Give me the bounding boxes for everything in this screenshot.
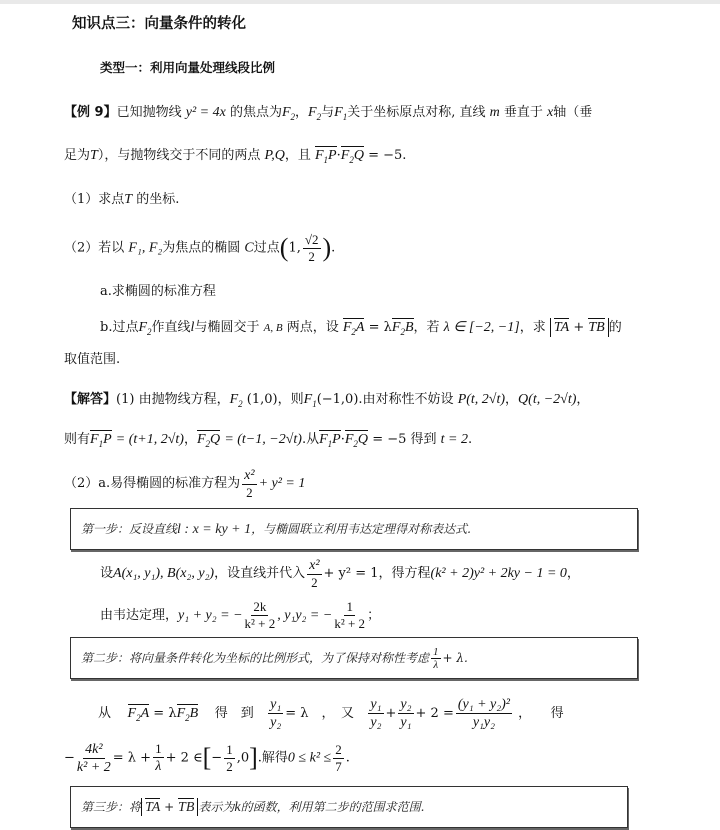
question-2b-cont: 取值范围. (64, 352, 121, 367)
step-2-text: 第二步：将向量条件转化为坐标的比例形式，为了保持对称性考虑 $\frac{1}{\lambda}$ + λ. (81, 646, 468, 671)
step-3-text: 第三步：将 TA + TB 表示为k的函数，利用第二步的范围求范围. (81, 800, 425, 815)
example-line-2: 足为T），与抛物线交于不同的两点 P,Q，且 $F_1P\cdot F_2Q = -5$. (64, 146, 406, 168)
example-line-1: 【例 9】已知抛物线 y² = 4x 的焦点为$F_2$，$F_2$与$F_1$关于坐标原点对称, 直线 m 垂直于 x轴（垂 (64, 105, 593, 122)
question-2b: b.过点$F_2$作直线l与椭圆交于 A, B 两点，设 $F_2A = \lambda F_2B$，若 λ ∈ [−2, −1]，求 TA + TB 的 (100, 318, 622, 342)
ratio-line: 从 $F_2A = \lambda F_2B$ 得 到 $\frac{\text{y₁}}{\text{y₂}}$ = λ ， 又 $\frac{\text{y₁}}{\text{y₂}}$ + $\frac{\text{y₂}}{\text{y₁}}$ + 2 = $\frac{\text{(y₁ + y₂)²}}{\text{y₁y₂}}$ ， 得 (98, 697, 564, 730)
vector-F1P: $F_1P$ (315, 146, 337, 168)
abs-vector-sum: TA + TB (550, 318, 609, 337)
top-border (0, 0, 720, 4)
solution-line-1: 【解答】(1) 由抛物线方程，$F_2$ (1,0)，则$F_1(-1,0)$.由对称性不妨设 P(t, 2√t)，Q(t, −2√t)， (64, 392, 590, 409)
solution-tag: 【解答】 (64, 392, 117, 407)
solution-line-2: 则有$F_1P = (t+1$, 2√t)，$F_2Q = (t-1$, −2√t).从$F_1P\cdot F_2Q = -5$ 得到 t = 2. (64, 430, 472, 452)
fraction: $\frac{√2}{2}$ (304, 231, 319, 264)
question-1: （1）求点T 的坐标. (64, 192, 180, 207)
substitution-line: 设A(x₁, y₁), B(x₂, y₂)，设直线并代入 $\frac{\text{x²}}{2}$ + y² = 1，得方程(k² + 2)y² + 2ky − 1 = 0， (100, 557, 580, 590)
step-1-box (70, 508, 638, 550)
subsection-title: 类型一：利用向量处理线段比例 (100, 60, 276, 75)
solution-part-2a: （2）a.易得椭圆的标准方程为 $\frac{\text{x²}}{2}$ + y² = 1 (64, 467, 306, 500)
step-1-text: 第一步：反设直线l : x = ky + 1，与椭圆联立利用韦达定理得对称表达式. (81, 522, 471, 537)
step-3-box (70, 786, 628, 828)
vieta-line: 由韦达定理，y₁ + y₂ = − $\frac{2k}{\text{k² + 2}}$ , y₁y₂ = − $\frac{1}{\text{k² + 2}}$ ； (100, 599, 381, 631)
section-title: 知识点三：向量条件的转化 (72, 16, 246, 32)
example-tag: 【例 9】 (64, 105, 117, 120)
question-2a: a.求椭圆的标准方程 (100, 284, 216, 299)
vector-F2Q: $F_2Q$ (341, 146, 364, 168)
step-2-box (70, 637, 638, 679)
range-line: − $\frac{\text{4k²}}{\text{k² + 2}}$ = λ + $\frac{1}{\lambda}$ + 2 ∈[− $\frac{1}{2}$ ,0].解得0 ≤ k² ≤ $\frac{2}{7}$ . (64, 741, 350, 775)
question-2: （2）若以 F₁, F₂为焦点的椭圆 C过点(1, $\frac{√2}{2}$ ). (64, 231, 336, 264)
